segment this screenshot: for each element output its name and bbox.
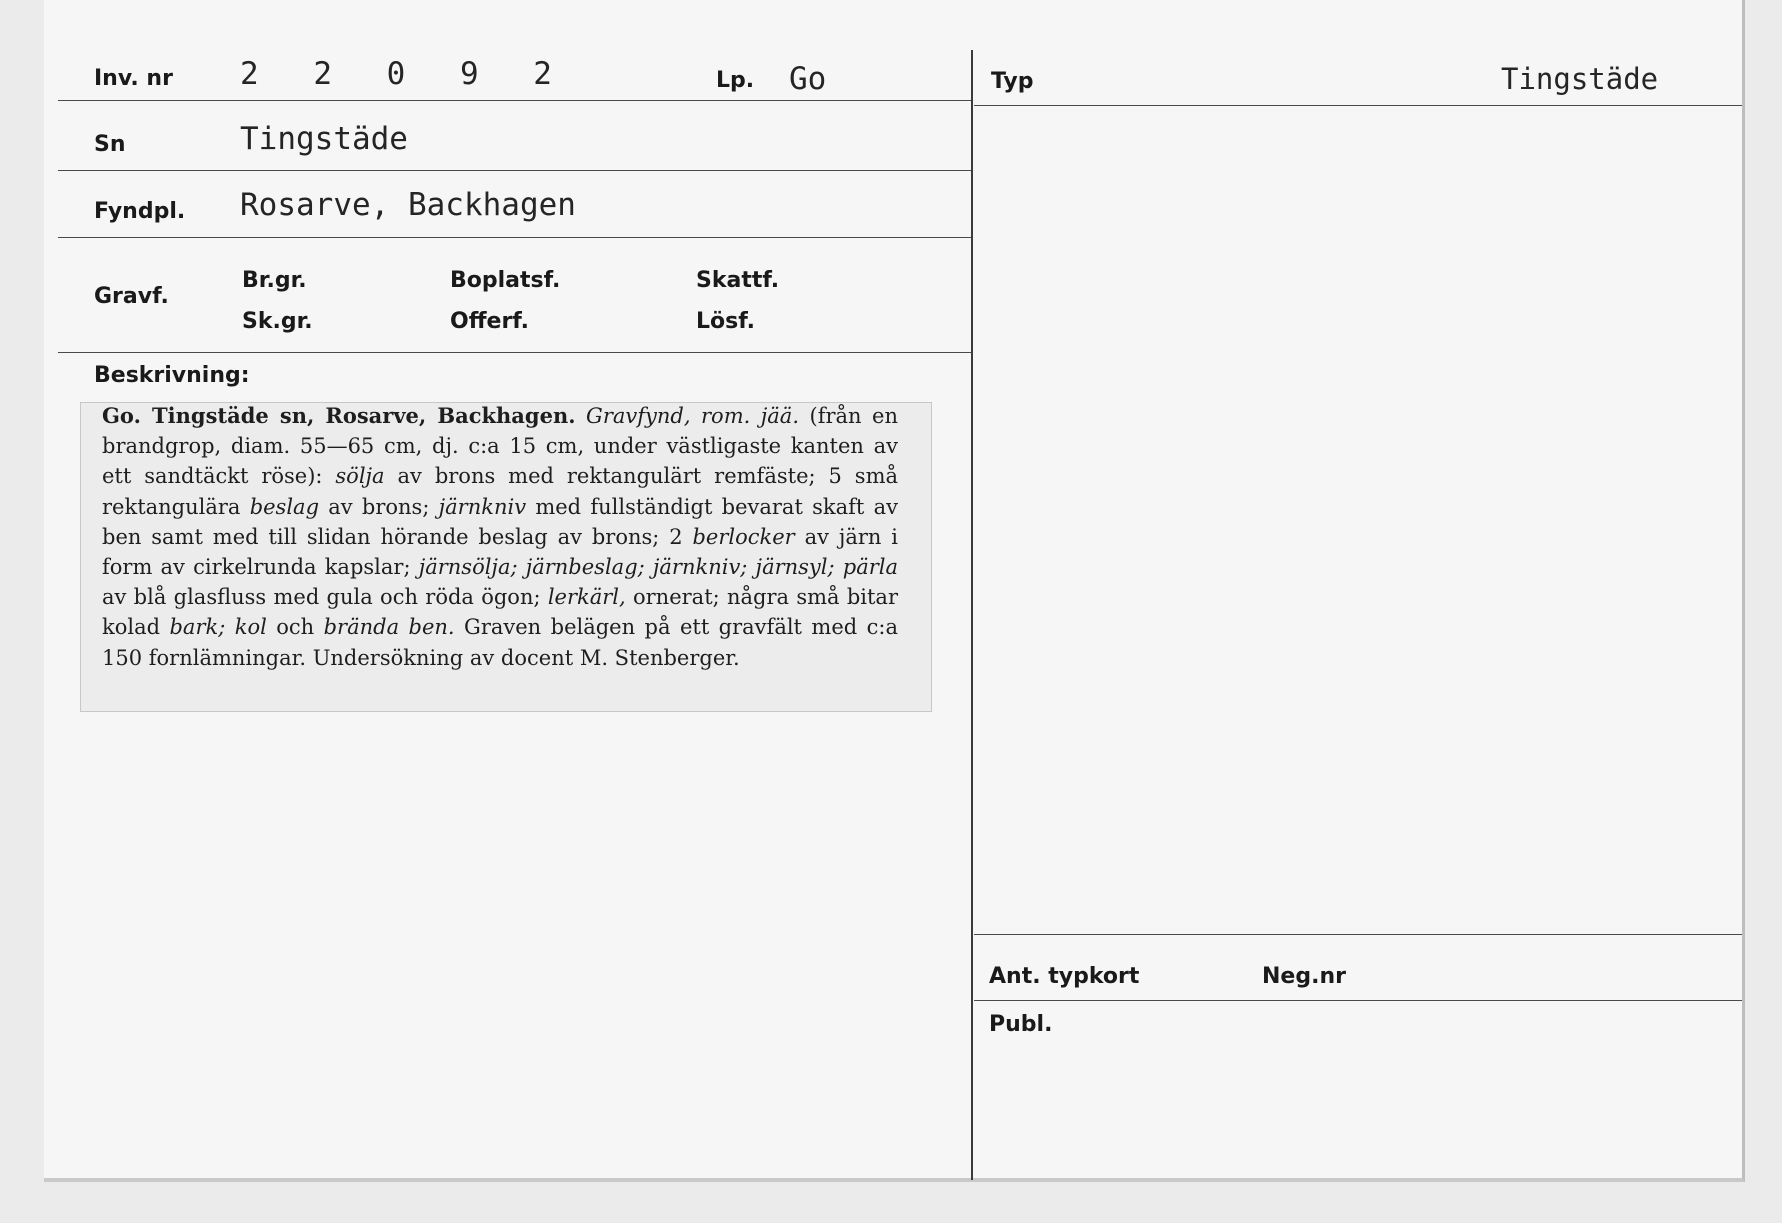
description-segment: av järn i form av cirkelrunda kapslar; bbox=[102, 524, 898, 580]
description-segment: Go. Tingstäde sn, Rosarve, Backhagen. bbox=[102, 403, 576, 428]
description-segment: berlocker bbox=[692, 524, 795, 549]
sn-value: Tingstäde bbox=[240, 121, 408, 157]
typ-value: Tingstäde bbox=[1501, 62, 1659, 96]
gravf-option-boplatsf: Boplatsf. bbox=[450, 268, 561, 293]
gravf-option-sk-gr: Sk.gr. bbox=[242, 309, 313, 334]
ant-typkort-label: Ant. typkort bbox=[989, 964, 1140, 989]
inv-nr-value: 2 2 0 9 2 bbox=[240, 56, 570, 92]
fyndpl-value: Rosarve, Backhagen bbox=[240, 187, 576, 223]
description-segment: av brons med rektangulärt remfäste; 5 små rektangulära bbox=[102, 464, 899, 519]
column-divider bbox=[971, 50, 973, 1180]
lp-value: Go bbox=[789, 61, 827, 97]
description-segment: järnsölja; järnbeslag; järnkniv; järnsyl; pärla bbox=[418, 555, 898, 580]
description-segment: Gravfynd, rom. jää. bbox=[586, 404, 800, 428]
rule-gravf bbox=[58, 352, 972, 353]
rule-typ bbox=[974, 105, 1742, 106]
gravf-option-br-gr: Br.gr. bbox=[242, 268, 307, 293]
description-segment: ornerat; några små bitar kolad bbox=[102, 585, 898, 640]
description-segment: sölja bbox=[335, 464, 385, 489]
fyndpl-label: Fyndpl. bbox=[94, 199, 186, 224]
rule-ant-typkort bbox=[974, 934, 1742, 935]
publ-label: Publ. bbox=[989, 1012, 1053, 1037]
lp-label: Lp. bbox=[716, 68, 755, 93]
description-segment: av blå glasfluss med gula och röda ögon; bbox=[102, 585, 548, 610]
description-segment: lerkärl, bbox=[547, 585, 626, 610]
rule-fyndpl bbox=[58, 237, 972, 238]
neg-nr-label: Neg.nr bbox=[1262, 964, 1346, 989]
description-segment: och bbox=[266, 615, 324, 640]
description-segment: av brons; bbox=[319, 494, 439, 519]
description-segment: brända ben. bbox=[323, 615, 455, 640]
description-segment: Graven belägen på ett gravfält med c:a 150 fornlämningar. Undersökning av docent M. Stenberger. bbox=[102, 615, 898, 670]
description-text bbox=[102, 401, 898, 673]
description-segment bbox=[576, 404, 587, 428]
rule-neg-nr bbox=[974, 1000, 1742, 1001]
rule-sn bbox=[58, 170, 972, 171]
description-segment: (från en brandgrop, diam. 55—65 cm, dj. c:a 15 cm, under västligaste kanten av ett sandtäckt röse): bbox=[102, 404, 898, 489]
typ-label: Typ bbox=[991, 69, 1034, 94]
rule-inv-nr bbox=[58, 100, 972, 101]
description-segment: med fullständigt bevarat skaft av ben samt med till slidan hörande beslag av brons; 2 bbox=[102, 494, 898, 549]
gravf-option-losf: Lösf. bbox=[696, 309, 755, 334]
gravf-option-offerf: Offerf. bbox=[450, 309, 530, 334]
sn-label: Sn bbox=[94, 132, 126, 157]
beskrivning-label: Beskrivning: bbox=[94, 363, 250, 388]
gravf-option-skattf: Skattf. bbox=[696, 268, 780, 293]
description-segment: beslag bbox=[249, 494, 320, 519]
gravf-label: Gravf. bbox=[94, 284, 169, 309]
inv-nr-label: Inv. nr bbox=[94, 66, 173, 91]
description-segment: bark; kol bbox=[169, 615, 267, 640]
description-segment: järnkniv bbox=[438, 494, 527, 519]
